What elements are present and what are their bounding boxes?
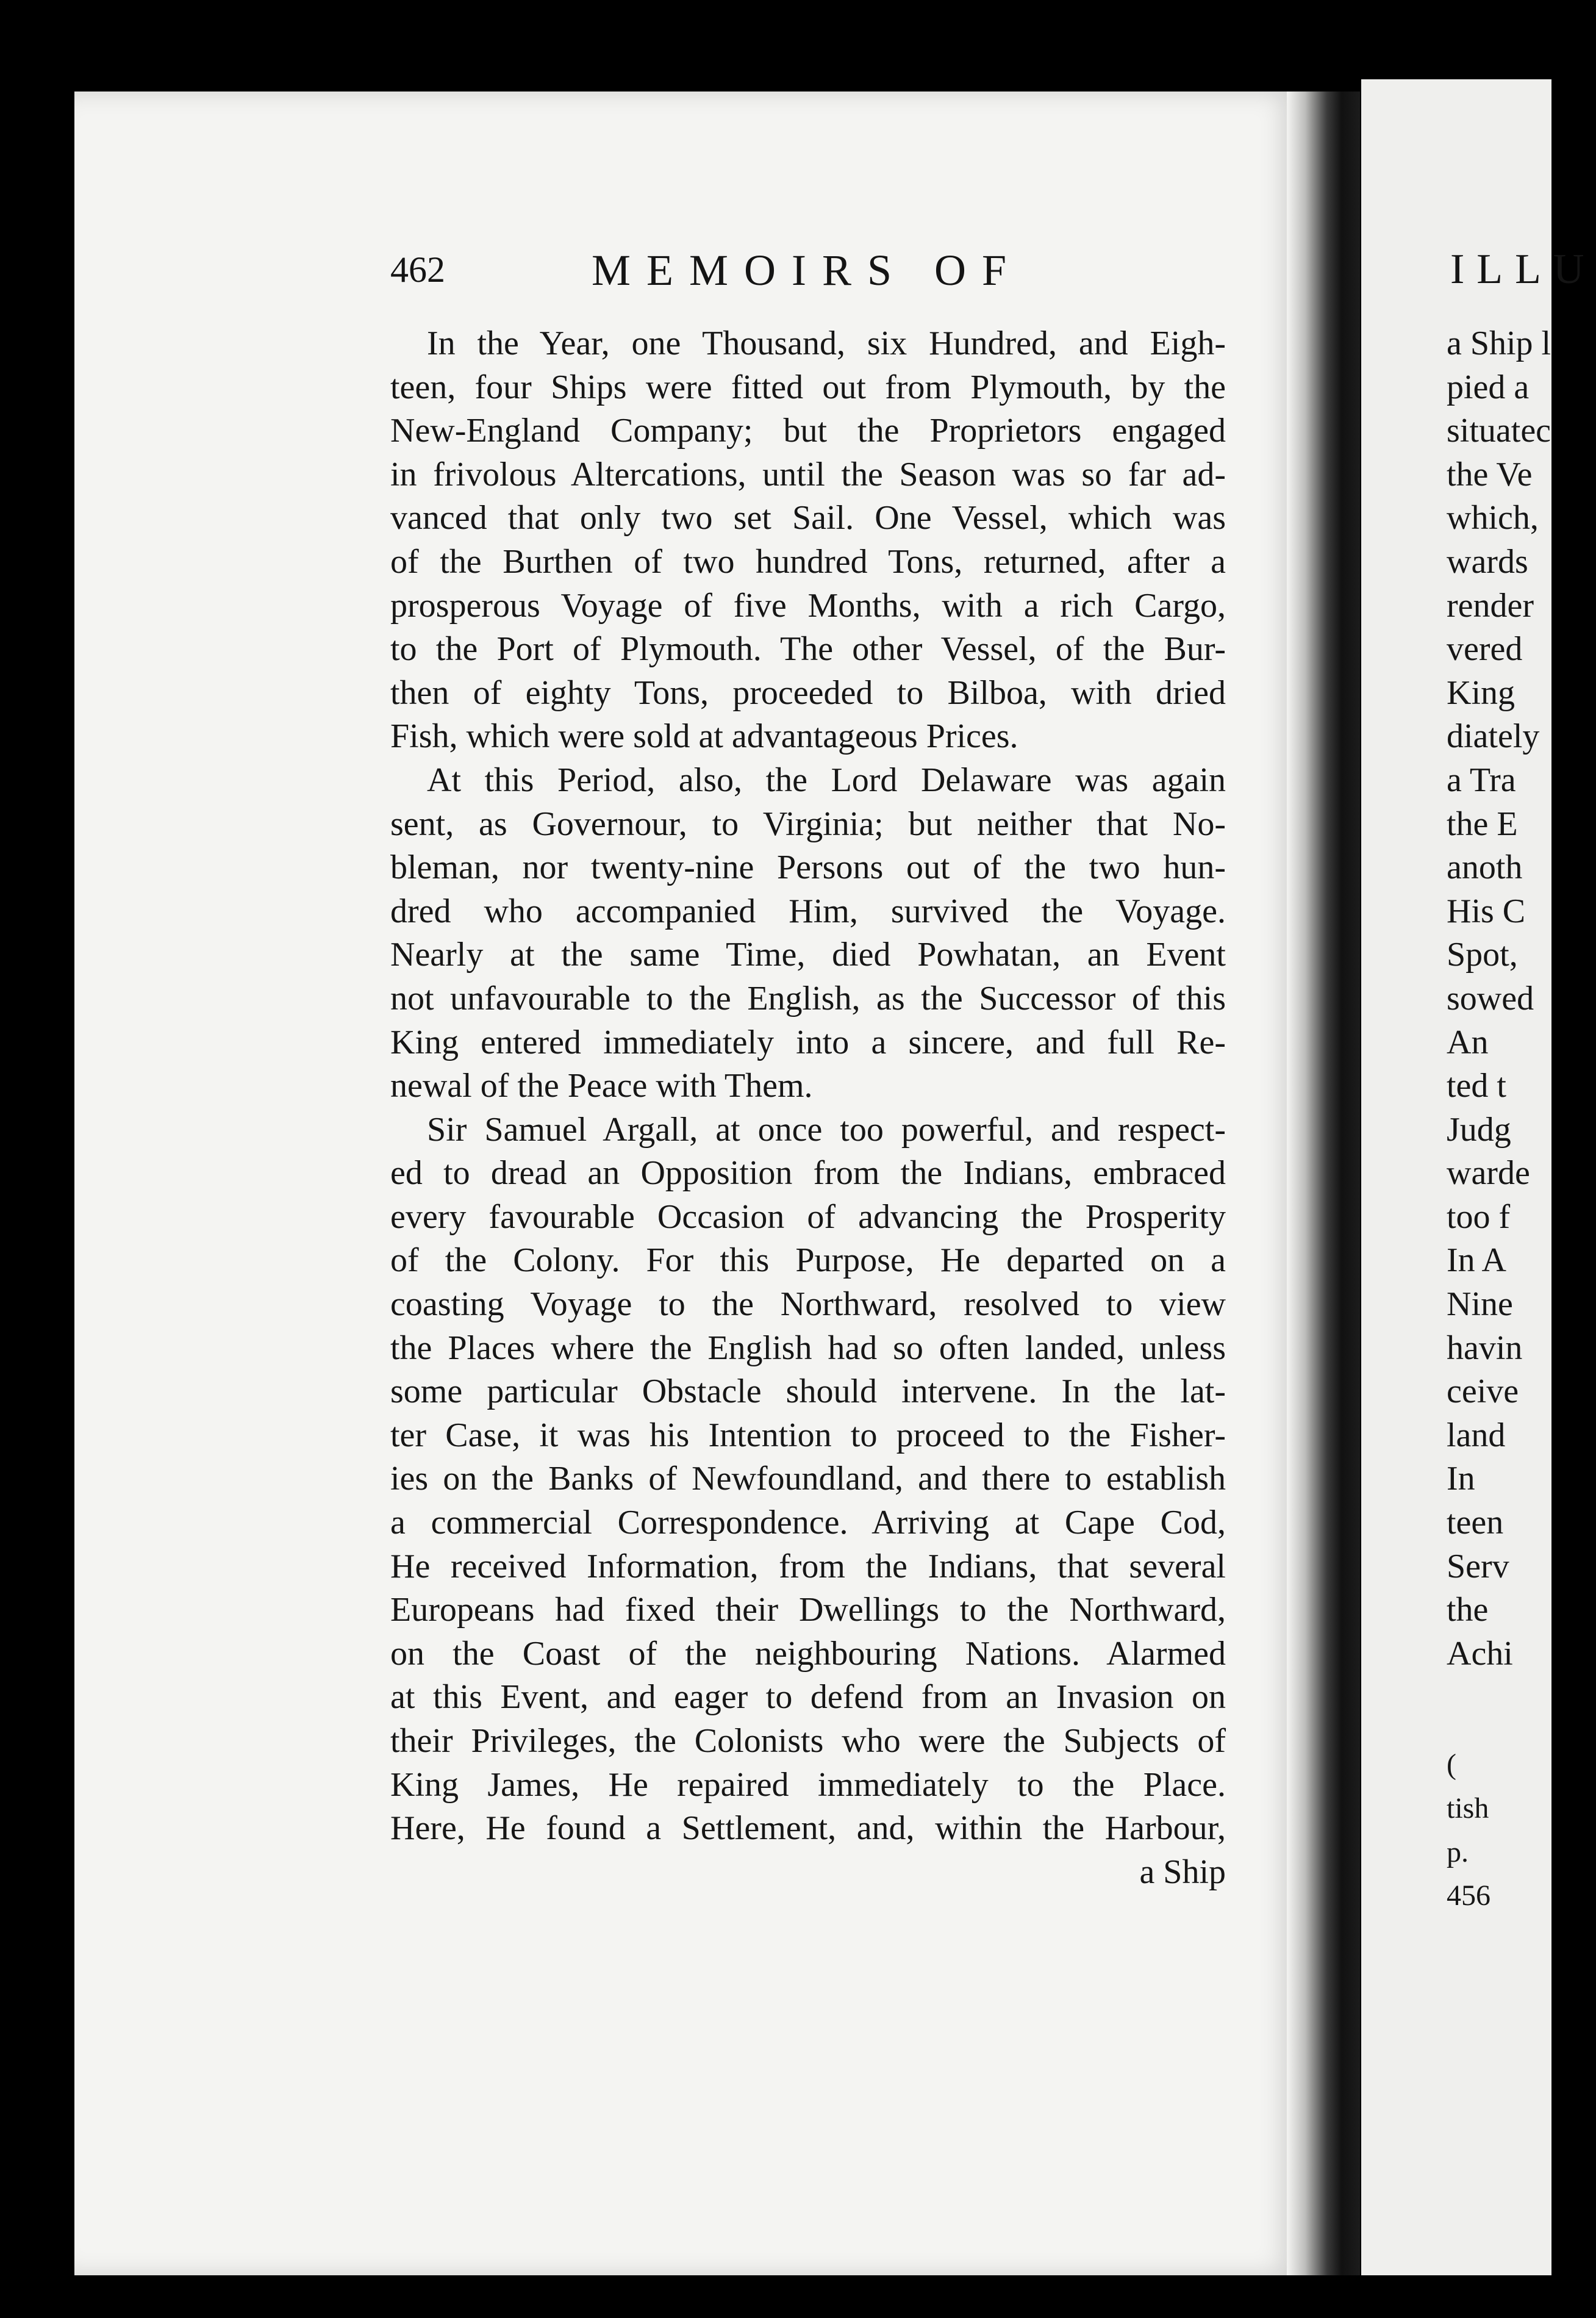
right-text-line: the (1447, 1591, 1489, 1629)
right-text-line: ceive (1447, 1372, 1519, 1411)
footnote-line: 456 (1447, 1879, 1490, 1912)
running-head: MEMOIRS OF (592, 246, 1023, 295)
right-text-line: Spot, (1447, 936, 1518, 974)
right-text-line: wards (1447, 542, 1528, 581)
right-text-line: anoth (1447, 849, 1523, 887)
right-text-line: land (1447, 1416, 1506, 1454)
right-text-line: King (1447, 673, 1515, 712)
text-line: He received Information, from the Indians, that several (390, 1547, 1226, 1585)
text-line: of the Burthen of two hundred Tons, returned, after a (390, 542, 1226, 581)
text-line: teen, four Ships were fitted out from Plymouth, by the (390, 368, 1226, 406)
right-text-line: a Ship l (1447, 325, 1551, 362)
right-page-text-clip (1447, 232, 1596, 1940)
right-spacer (1447, 1676, 1551, 1743)
text-line: Sir Samuel Argall, at once too powerful, and respect- (427, 1110, 1226, 1149)
text-line: a commercial Correspondence. Arriving at Cape Cod, (390, 1504, 1226, 1542)
right-text-line: In (1447, 1460, 1475, 1498)
right-text-line: Achi (1447, 1634, 1513, 1673)
text-line: Nearly at the same Time, died Powhatan, an Event (390, 936, 1226, 974)
text-line: bleman, nor twenty-nine Persons out of the two hun- (390, 849, 1226, 887)
right-text-line: diately (1447, 717, 1540, 756)
book-gutter (1287, 92, 1360, 2275)
right-text-line: sowed (1447, 979, 1534, 1017)
right-text-line: the E (1447, 805, 1518, 843)
page-number: 462 (390, 249, 445, 290)
right-text-line: warde (1447, 1154, 1530, 1193)
text-line: on the Coast of the neighbouring Nations. Alarmed (390, 1634, 1226, 1673)
text-line: At this Period, also, the Lord Delaware was again (427, 761, 1226, 799)
right-text-line: which, (1447, 499, 1539, 537)
footnote-line: tish (1447, 1792, 1489, 1825)
text-line: the Places where the English had so often landed, unless (390, 1329, 1226, 1367)
right-text-line: the Ve (1447, 455, 1533, 493)
right-text-line: An (1447, 1023, 1489, 1061)
text-line: dred who accompanied Him, survived the Voyage. (390, 892, 1226, 930)
text-line: ter Case, it was his Intention to proceed to the Fisher- (390, 1416, 1226, 1454)
text-line: newal of the Peace with Them. (390, 1067, 813, 1105)
catchword: a Ship (1139, 1853, 1226, 1891)
text-line: ies on the Banks of Newfoundland, and there to establish (390, 1460, 1226, 1498)
right-text-line: a Tra (1447, 761, 1516, 799)
right-text-line: situatec (1447, 412, 1551, 450)
right-text-line: Nine (1447, 1285, 1513, 1324)
text-line: in frivolous Altercations, until the Season was so far ad- (390, 455, 1226, 493)
right-text-line: pied a (1447, 368, 1530, 406)
text-line: Here, He found a Settlement, and, within the Harbour, (390, 1809, 1226, 1848)
right-text-line: teen (1447, 1504, 1504, 1542)
text-line: King James, He repaired immediately to the Place. (390, 1765, 1226, 1804)
right-text-line: render (1447, 586, 1534, 625)
right-text-line: too f (1447, 1197, 1511, 1236)
text-line: sent, as Governour, to Virginia; but neither that No- (390, 805, 1226, 843)
text-line: Fish, which were sold at advantageous Prices. (390, 717, 1018, 756)
footnote-line: p. (1447, 1835, 1469, 1868)
footnote-line: ( (1447, 1748, 1456, 1781)
body-text (390, 322, 1226, 1894)
text-line: not unfavourable to the English, as the Successor of this (390, 979, 1226, 1017)
right-running-head: ILLU (1450, 246, 1596, 293)
right-text-line: ted t (1447, 1067, 1506, 1105)
text-line: Europeans had fixed their Dwellings to the Northward, (390, 1591, 1226, 1629)
text-line: King entered immediately into a sincere, and full Re- (390, 1023, 1226, 1061)
text-line: ed to dread an Opposition from the Indians, embraced (390, 1154, 1226, 1193)
text-line: In the Year, one Thousand, six Hundred, and Eigh- (427, 325, 1226, 362)
right-text-line: Judg (1447, 1110, 1511, 1149)
text-line: their Privileges, the Colonists who were the Subjects of (390, 1722, 1226, 1760)
right-text-line: In A (1447, 1241, 1506, 1280)
right-text-line: havin (1447, 1329, 1523, 1367)
text-line: prosperous Voyage of five Months, with a rich Cargo, (390, 586, 1226, 625)
right-text-line: Serv (1447, 1547, 1509, 1585)
text-line: vanced that only two set Sail. One Vessel, which was (390, 499, 1226, 537)
text-line: then of eighty Tons, proceeded to Bilboa, with dried (390, 673, 1226, 712)
text-line: some particular Obstacle should intervene. In the lat- (390, 1372, 1226, 1411)
text-line: coasting Voyage to the Northward, resolved to view (390, 1285, 1226, 1324)
text-line: to the Port of Plymouth. The other Vessel, of the Bur- (390, 630, 1226, 669)
text-line: New-England Company; but the Proprietors engaged (390, 412, 1226, 450)
text-line: every favourable Occasion of advancing the Prosperity (390, 1197, 1226, 1236)
text-line: of the Colony. For this Purpose, He departed on a (390, 1241, 1226, 1280)
text-line: at this Event, and eager to defend from an Invasion on (390, 1678, 1226, 1717)
right-body-text (1447, 322, 1551, 1918)
right-text-line: His C (1447, 892, 1526, 930)
right-text-line: vered (1447, 630, 1523, 669)
